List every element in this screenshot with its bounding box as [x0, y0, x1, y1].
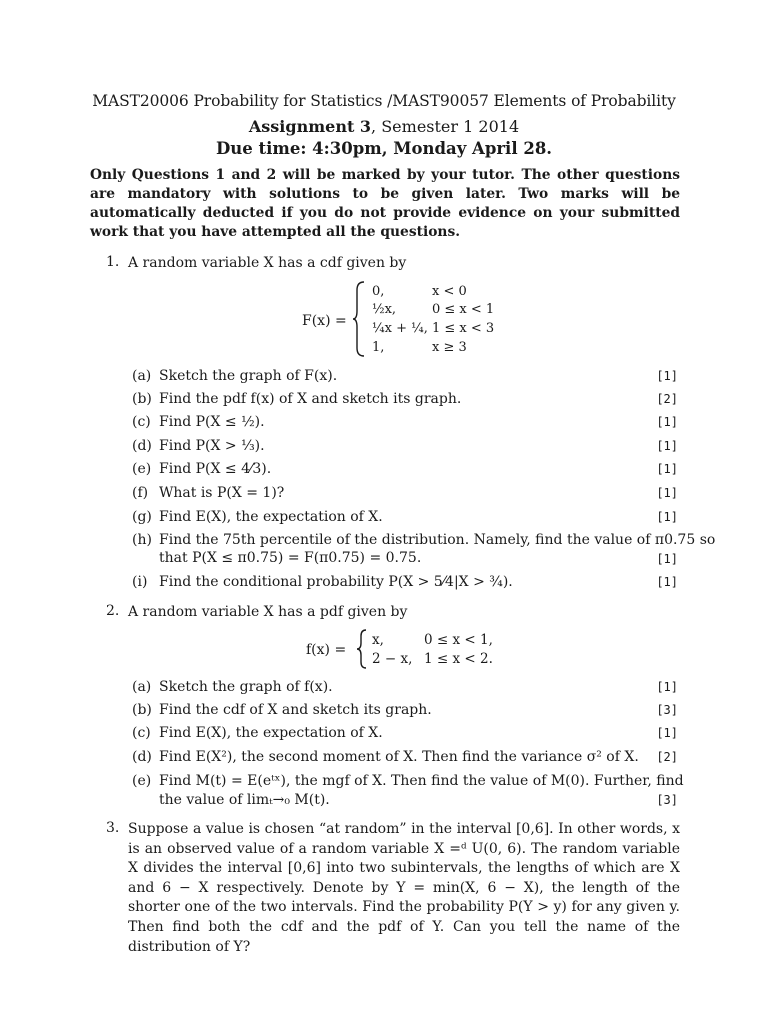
part-label: (f): [132, 485, 149, 501]
q2-intro: A random variable X has a pdf given by: [128, 604, 408, 620]
q1-left-brace: [352, 281, 366, 357]
q1-case-value: ½x,: [372, 302, 397, 317]
part-text: Find the 75th percentile of the distribution. Namely, find the value of π0.75 so: [159, 532, 716, 548]
part-text-continued: the value of limₜ→₀ M(t).: [159, 792, 330, 808]
q2-left-brace: [356, 629, 368, 669]
part-label: (g): [132, 509, 152, 525]
part-marks: [2]: [656, 750, 678, 764]
part-text: What is P(X = 1)?: [159, 485, 285, 501]
part-marks: [1]: [656, 439, 678, 453]
part-text: Sketch the graph of F(x).: [159, 368, 338, 384]
q1-case-cond: x ≥ 3: [432, 340, 467, 355]
q1-intro: A random variable X has a cdf given by: [128, 255, 407, 271]
q2-case-value: 2 − x,: [372, 651, 413, 667]
part-marks: [3]: [656, 793, 678, 807]
part-marks: [1]: [656, 575, 678, 589]
part-label: (h): [132, 532, 152, 548]
due-time: Due time: 4:30pm, Monday April 28.: [215, 139, 553, 158]
part-text: Find E(X), the expectation of X.: [159, 509, 383, 525]
q1-case-value: ¼x + ¼,: [372, 321, 428, 336]
q2-case-value: x,: [372, 632, 384, 648]
part-label: (e): [132, 461, 152, 477]
part-label: (b): [132, 391, 152, 407]
part-marks: [1]: [656, 510, 678, 524]
part-marks: [1]: [656, 415, 678, 429]
part-marks: [1]: [656, 680, 678, 694]
part-text: Find P(X ≤ ½).: [159, 414, 265, 430]
part-label: (e): [132, 773, 152, 789]
part-text-continued: that P(X ≤ π0.75) = F(π0.75) = 0.75.: [159, 550, 422, 566]
q1-case-value: 1,: [372, 340, 385, 355]
part-marks: [2]: [656, 392, 678, 406]
assignment-label: Assignment 3: [248, 117, 372, 136]
q1-case-cond: 0 ≤ x < 1: [432, 302, 495, 317]
marking-notice: Only Questions 1 and 2 will be marked by your tutor. The other questions are mandatory with solutions to be given later. Two marks will be automatically deducted if you do not provide evidence on your submitted work that you have attempted all the questions.: [90, 167, 680, 240]
part-label: (a): [132, 679, 152, 695]
q1-lhs: F(x) =: [302, 313, 347, 329]
part-text: Find P(X ≤ 4⁄3).: [159, 461, 272, 477]
q1-number: 1.: [106, 254, 120, 270]
part-label: (c): [132, 725, 151, 741]
part-label: (c): [132, 414, 151, 430]
part-marks: [3]: [656, 703, 678, 717]
q2-case-cond: 0 ≤ x < 1,: [424, 632, 493, 648]
q1-case-cond: 1 ≤ x < 3: [432, 321, 495, 336]
q3-number: 3.: [106, 820, 120, 836]
part-marks: [1]: [656, 369, 678, 383]
q2-case-cond: 1 ≤ x < 2.: [424, 651, 493, 667]
q1-case-cond: x < 0: [432, 284, 467, 299]
part-marks: [1]: [656, 462, 678, 476]
part-text: Find the pdf f(x) of X and sketch its graph.: [159, 391, 462, 407]
part-text: Find E(X), the expectation of X.: [159, 725, 383, 741]
part-label: (a): [132, 368, 152, 384]
assignment-title: [0, 117, 768, 136]
q3-text: Suppose a value is chosen “at random” in the interval [0,6]. In other words, x is an observed value of a random variable X =ᵈ U(0, 6). The random variable X divides the interval [0,6] into two subintervals, the lengths of which are X and 6 − X respectively. Denote by Y = min(X, 6 − X), the length of the shorter one of the two intervals. Find the probability P(Y > y) for any given y. Then find both the cdf and the pdf of Y. Can you tell the name of the distribution of Y?: [128, 821, 680, 955]
part-label: (d): [132, 438, 152, 454]
part-text: Find M(t) = E(eᵗˣ), the mgf of X. Then find the value of M(0). Further, find: [159, 773, 684, 789]
part-marks: [1]: [656, 486, 678, 500]
course-title: MAST20006 Probability for Statistics /MAST90057 Elements of Probability: [92, 92, 676, 110]
part-text: Find the conditional probability P(X > 5⁄4|X > ¾).: [159, 574, 513, 590]
part-label: (i): [132, 574, 148, 590]
q1-case-value: 0,: [372, 284, 385, 299]
part-label: (b): [132, 702, 152, 718]
q2-number: 2.: [106, 603, 120, 619]
part-text: Find P(X > ⅓).: [159, 438, 265, 454]
q2-lhs: f(x) =: [306, 642, 347, 658]
part-marks: [1]: [656, 552, 678, 566]
part-label: (d): [132, 749, 152, 765]
part-text: Sketch the graph of f(x).: [159, 679, 333, 695]
part-text: Find E(X²), the second moment of X. Then find the variance σ² of X.: [159, 749, 639, 765]
part-text: Find the cdf of X and sketch its graph.: [159, 702, 432, 718]
semester-label: , Semester 1 2014: [371, 117, 520, 136]
part-marks: [1]: [656, 726, 678, 740]
